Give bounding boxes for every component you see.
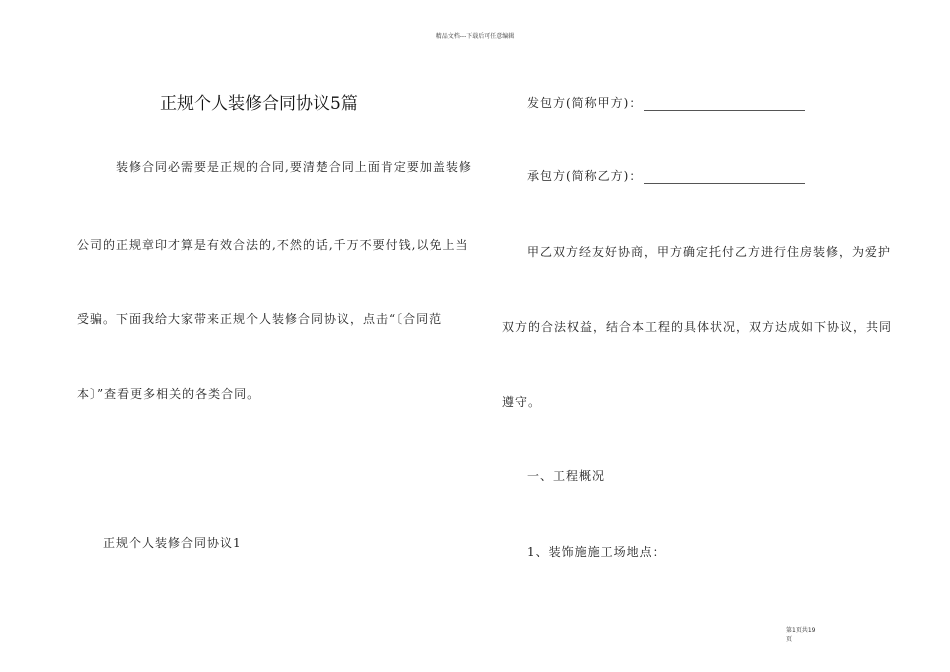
body-line-2: 双方的合法权益，结合本工程的具体状况，双方达成如下协议，共同 — [502, 320, 893, 334]
intro-line-3: 受骗。下面我给大家带来正规个人装修合同协议，点击“〔合同范 — [77, 312, 443, 326]
header-note: 精品文档---下载后可任意编辑 — [435, 33, 515, 40]
party-a-field — [527, 94, 805, 111]
party-b-blank-line — [644, 171, 805, 184]
body-line-1: 甲乙双方经友好协商，甲方确定托付乙方进行住房装修，为爱护 — [527, 245, 892, 259]
page-number-line-2: 页 — [786, 636, 793, 643]
intro-line-1: 装修合同必需要是正规的合同,要清楚合同上面肯定要加盖装修 — [116, 160, 472, 174]
page-number — [786, 626, 826, 644]
party-b-label: 承包方(简称乙方)： — [527, 169, 643, 183]
section-heading-one: 一、工程概况 — [527, 469, 606, 483]
section-heading-1: 正规个人装修合同协议1 — [103, 536, 242, 550]
party-a-label: 发包方(简称甲方)： — [527, 96, 643, 110]
party-b-field — [527, 167, 805, 184]
item-one: 1、装饰施施工场地点： — [527, 545, 666, 559]
party-a-blank-line — [644, 98, 805, 111]
body-line-3: 遵守。 — [502, 395, 542, 409]
intro-line-2: 公司的正规章印才算是有效合法的,不然的话,千万不要付钱,以免上当 — [77, 238, 469, 252]
document-title: 正规个人装修合同协议5篇 — [160, 94, 358, 114]
page-number-line-1: 第1页共19 — [786, 627, 816, 634]
intro-line-4: 本〕”查看更多相关的各类合同。 — [77, 387, 261, 401]
